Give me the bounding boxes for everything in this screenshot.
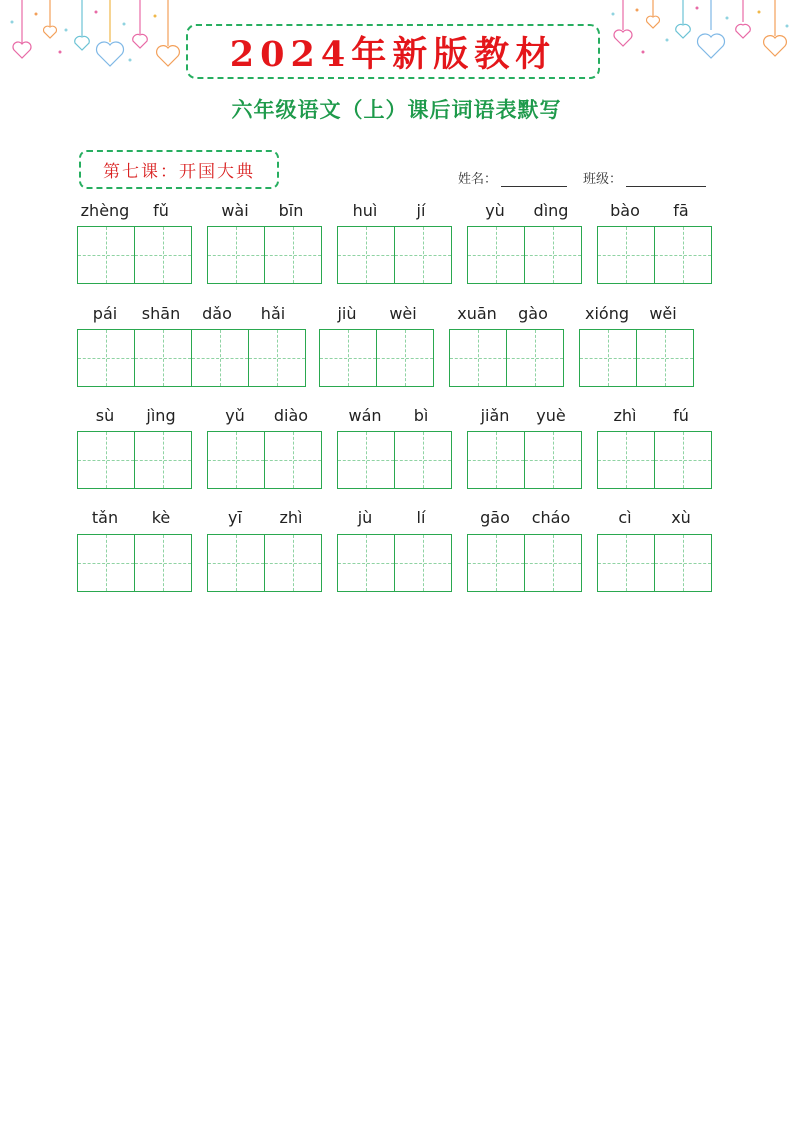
word-writing-boxes — [77, 534, 192, 592]
pinyin-syllable: fā — [673, 201, 689, 220]
tianzige-cell[interactable] — [654, 534, 712, 592]
word-writing-boxes — [467, 534, 582, 592]
pinyin-syllable: zhì — [279, 508, 303, 527]
tianzige-cell[interactable] — [77, 329, 135, 387]
pinyin-syllable: jí — [416, 201, 426, 220]
pinyin-syllable: diào — [273, 406, 309, 425]
tianzige-cell[interactable] — [134, 329, 192, 387]
lesson-title: 第七课：开国大典 — [103, 162, 255, 182]
word-writing-boxes — [337, 431, 452, 489]
word-writing-boxes — [337, 534, 452, 592]
pinyin-syllable: xióng — [585, 304, 629, 323]
word-writing-boxes — [597, 226, 712, 284]
tianzige-cell[interactable] — [524, 226, 582, 284]
word-writing-boxes — [77, 431, 192, 489]
tianzige-cell[interactable] — [77, 534, 135, 592]
tianzige-cell[interactable] — [248, 329, 306, 387]
pinyin-syllable: hǎi — [260, 304, 286, 323]
writing-box-row — [0, 534, 793, 592]
word-writing-boxes — [207, 226, 322, 284]
pinyin-syllable: zhèng — [80, 201, 130, 220]
hanging-hearts-left — [0, 0, 190, 75]
tianzige-cell[interactable] — [77, 226, 135, 284]
word-writing-boxes — [337, 226, 452, 284]
word-writing-boxes — [319, 329, 434, 387]
tianzige-cell[interactable] — [467, 534, 525, 592]
writing-box-row — [0, 431, 793, 489]
tianzige-cell[interactable] — [467, 226, 525, 284]
tianzige-cell[interactable] — [337, 226, 395, 284]
tianzige-cell[interactable] — [654, 431, 712, 489]
pinyin-syllable: xù — [671, 508, 691, 527]
page-title: 2024年新版教材 — [229, 33, 557, 75]
pinyin-syllable: tǎn — [91, 508, 119, 527]
pinyin-syllable: yī — [228, 508, 242, 527]
pinyin-syllable: cì — [618, 508, 632, 527]
page-subtitle: 六年级语文（上）课后词语表默写 — [231, 98, 562, 122]
tianzige-cell[interactable] — [654, 226, 712, 284]
tianzige-cell[interactable] — [524, 431, 582, 489]
pinyin-syllable: cháo — [531, 508, 571, 527]
pinyin-row — [0, 201, 793, 223]
pinyin-syllable: bīn — [278, 201, 304, 220]
tianzige-cell[interactable] — [394, 226, 452, 284]
tianzige-cell[interactable] — [449, 329, 507, 387]
pinyin-syllable: bì — [413, 406, 429, 425]
tianzige-cell[interactable] — [636, 329, 694, 387]
pinyin-syllable: lí — [416, 508, 426, 527]
name-label: 姓名： — [458, 172, 498, 187]
pinyin-syllable: fǔ — [153, 201, 169, 220]
writing-box-row — [0, 329, 793, 387]
pinyin-syllable: jìng — [146, 406, 176, 425]
word-writing-boxes — [449, 329, 564, 387]
lesson-banner — [79, 150, 279, 189]
pinyin-syllable: wán — [348, 406, 382, 425]
tianzige-cell[interactable] — [134, 226, 192, 284]
pinyin-syllable: sù — [95, 406, 115, 425]
pinyin-row — [0, 406, 793, 428]
writing-box-row — [0, 226, 793, 284]
tianzige-cell[interactable] — [597, 534, 655, 592]
tianzige-cell[interactable] — [597, 226, 655, 284]
pinyin-syllable: yù — [485, 201, 505, 220]
word-writing-boxes — [467, 431, 582, 489]
tianzige-cell[interactable] — [264, 431, 322, 489]
pinyin-syllable: shān — [141, 304, 181, 323]
pinyin-syllable: pái — [92, 304, 118, 323]
tianzige-cell[interactable] — [207, 534, 265, 592]
tianzige-cell[interactable] — [394, 431, 452, 489]
tianzige-cell[interactable] — [337, 534, 395, 592]
class-field[interactable] — [583, 168, 706, 187]
name-blank-line[interactable] — [501, 172, 567, 187]
pinyin-syllable: yǔ — [225, 406, 245, 425]
word-writing-boxes — [77, 329, 306, 387]
tianzige-cell[interactable] — [191, 329, 249, 387]
tianzige-cell[interactable] — [134, 534, 192, 592]
pinyin-syllable: gào — [518, 304, 548, 323]
tianzige-cell[interactable] — [394, 534, 452, 592]
tianzige-cell[interactable] — [264, 226, 322, 284]
tianzige-cell[interactable] — [376, 329, 434, 387]
word-writing-boxes — [597, 431, 712, 489]
word-writing-boxes — [207, 431, 322, 489]
tianzige-cell[interactable] — [77, 431, 135, 489]
tianzige-cell[interactable] — [597, 431, 655, 489]
pinyin-syllable: fú — [673, 406, 689, 425]
word-writing-boxes — [467, 226, 582, 284]
pinyin-syllable: dìng — [533, 201, 569, 220]
pinyin-syllable: wài — [221, 201, 249, 220]
word-writing-boxes — [579, 329, 694, 387]
pinyin-syllable: dǎo — [202, 304, 232, 323]
tianzige-cell[interactable] — [264, 534, 322, 592]
tianzige-cell[interactable] — [207, 431, 265, 489]
tianzige-cell[interactable] — [337, 431, 395, 489]
pinyin-syllable: gāo — [480, 508, 510, 527]
name-field[interactable] — [458, 168, 567, 187]
pinyin-syllable: jiù — [337, 304, 357, 323]
pinyin-syllable: xuān — [457, 304, 497, 323]
tianzige-cell[interactable] — [579, 329, 637, 387]
pinyin-syllable: zhì — [613, 406, 637, 425]
word-writing-boxes — [597, 534, 712, 592]
tianzige-cell[interactable] — [524, 534, 582, 592]
word-writing-boxes — [207, 534, 322, 592]
tianzige-cell[interactable] — [467, 431, 525, 489]
tianzige-cell[interactable] — [506, 329, 564, 387]
class-blank-line[interactable] — [626, 172, 706, 187]
pinyin-syllable: wěi — [649, 304, 677, 323]
pinyin-syllable: yuè — [536, 406, 566, 425]
pinyin-row — [0, 304, 793, 326]
tianzige-cell[interactable] — [207, 226, 265, 284]
pinyin-syllable: huì — [352, 201, 378, 220]
pinyin-syllable: wèi — [389, 304, 417, 323]
pinyin-syllable: jù — [357, 508, 373, 527]
tianzige-cell[interactable] — [319, 329, 377, 387]
pinyin-syllable: jiǎn — [480, 406, 510, 425]
pinyin-syllable: kè — [151, 508, 171, 527]
pinyin-syllable: bào — [610, 201, 640, 220]
class-label: 班级： — [583, 172, 623, 187]
hanging-hearts-right — [603, 0, 793, 75]
pinyin-row — [0, 508, 793, 530]
title-banner — [186, 24, 600, 79]
tianzige-cell[interactable] — [134, 431, 192, 489]
word-writing-boxes — [77, 226, 192, 284]
